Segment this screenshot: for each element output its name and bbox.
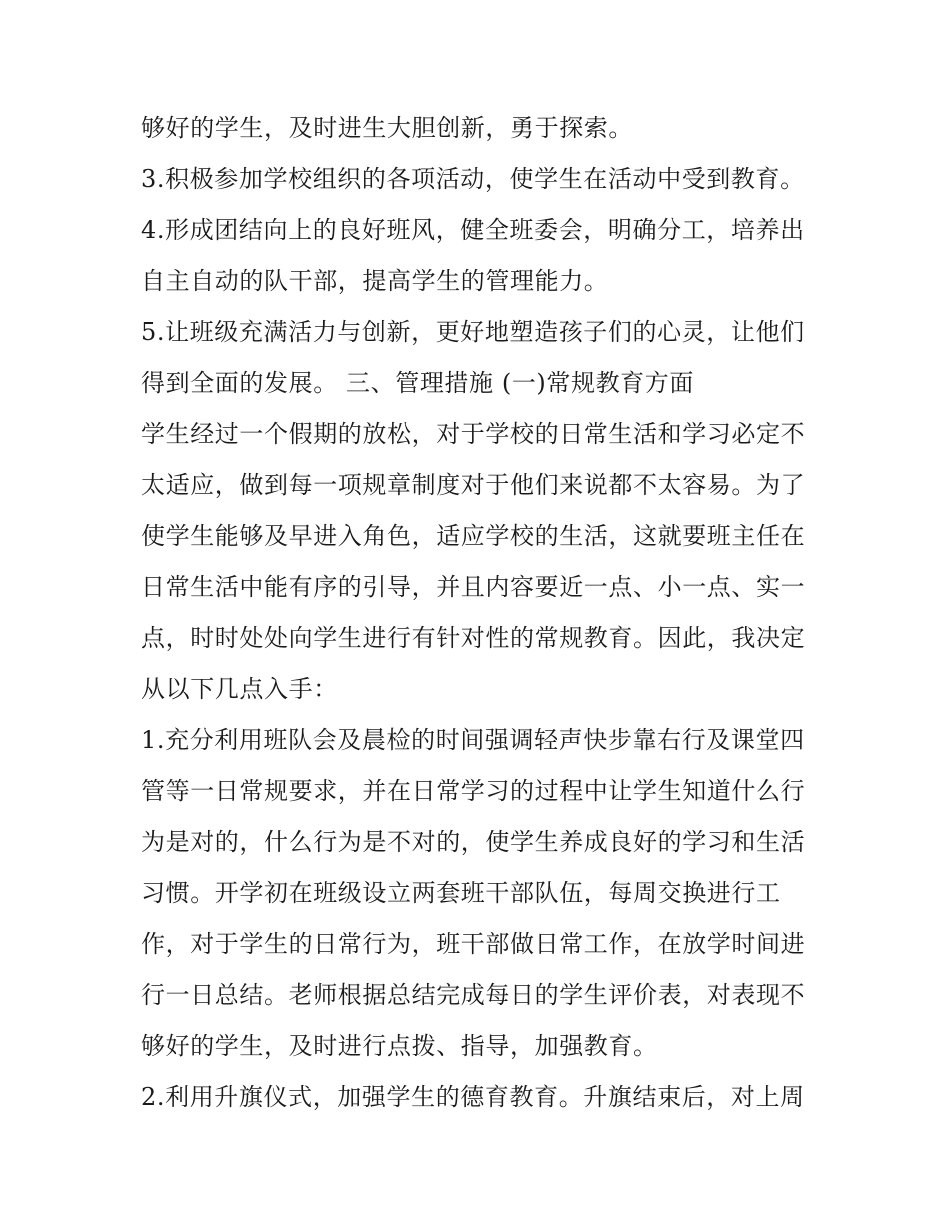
text-line: 2.利用升旗仪式，加强学生的德育教育。升旗结束后，对上周	[141, 1083, 805, 1111]
text-line: 管等一日常规要求，并在日常学习的过程中让学生知道什么行	[141, 777, 806, 805]
text-line: 5.让班级充满活力与创新，更好地塑造孩子们的心灵，让他们	[141, 318, 805, 346]
text-line: 够好的学生，及时进生大胆创新，勇于探索。	[141, 114, 633, 142]
text-line: 得到全面的发展。 三、管理措施 (一)常规教育方面	[141, 369, 694, 397]
text-line: 4.形成团结向上的良好班风，健全班委会，明确分工，培养出	[141, 216, 805, 244]
text-line: 1.充分利用班队会及晨检的时间强调轻声快步靠右行及课堂四	[141, 726, 805, 754]
text-line: 从以下几点入手：	[141, 675, 338, 703]
text-line: 学生经过一个假期的放松，对于学校的日常生活和学习必定不	[141, 420, 806, 448]
text-line: 太适应，做到每一项规章制度对于他们来说都不太容易。为了	[141, 471, 806, 499]
text-line: 习惯。开学初在班级设立两套班干部队伍，每周交换进行工	[141, 879, 781, 907]
text-line: 作，对于学生的日常行为，班干部做日常工作，在放学时间进	[141, 930, 806, 958]
text-line: 行一日总结。老师根据总结完成每日的学生评价表，对表现不	[141, 981, 806, 1009]
text-line: 3.积极参加学校组织的各项活动，使学生在活动中受到教育。	[141, 165, 805, 193]
text-line: 日常生活中能有序的引导，并且内容要近一点、小一点、实一	[141, 573, 806, 601]
text-line: 自主自动的队干部，提高学生的管理能力。	[141, 267, 609, 295]
text-line: 够好的学生，及时进行点拨、指导，加强教育。	[141, 1032, 658, 1060]
text-line: 为是对的，什么行为是不对的，使学生养成良好的学习和生活	[141, 828, 806, 856]
text-line: 使学生能够及早进入角色，适应学校的生活，这就要班主任在	[141, 522, 806, 550]
text-line: 点，时时处处向学生进行有针对性的常规教育。因此，我决定	[141, 624, 806, 652]
